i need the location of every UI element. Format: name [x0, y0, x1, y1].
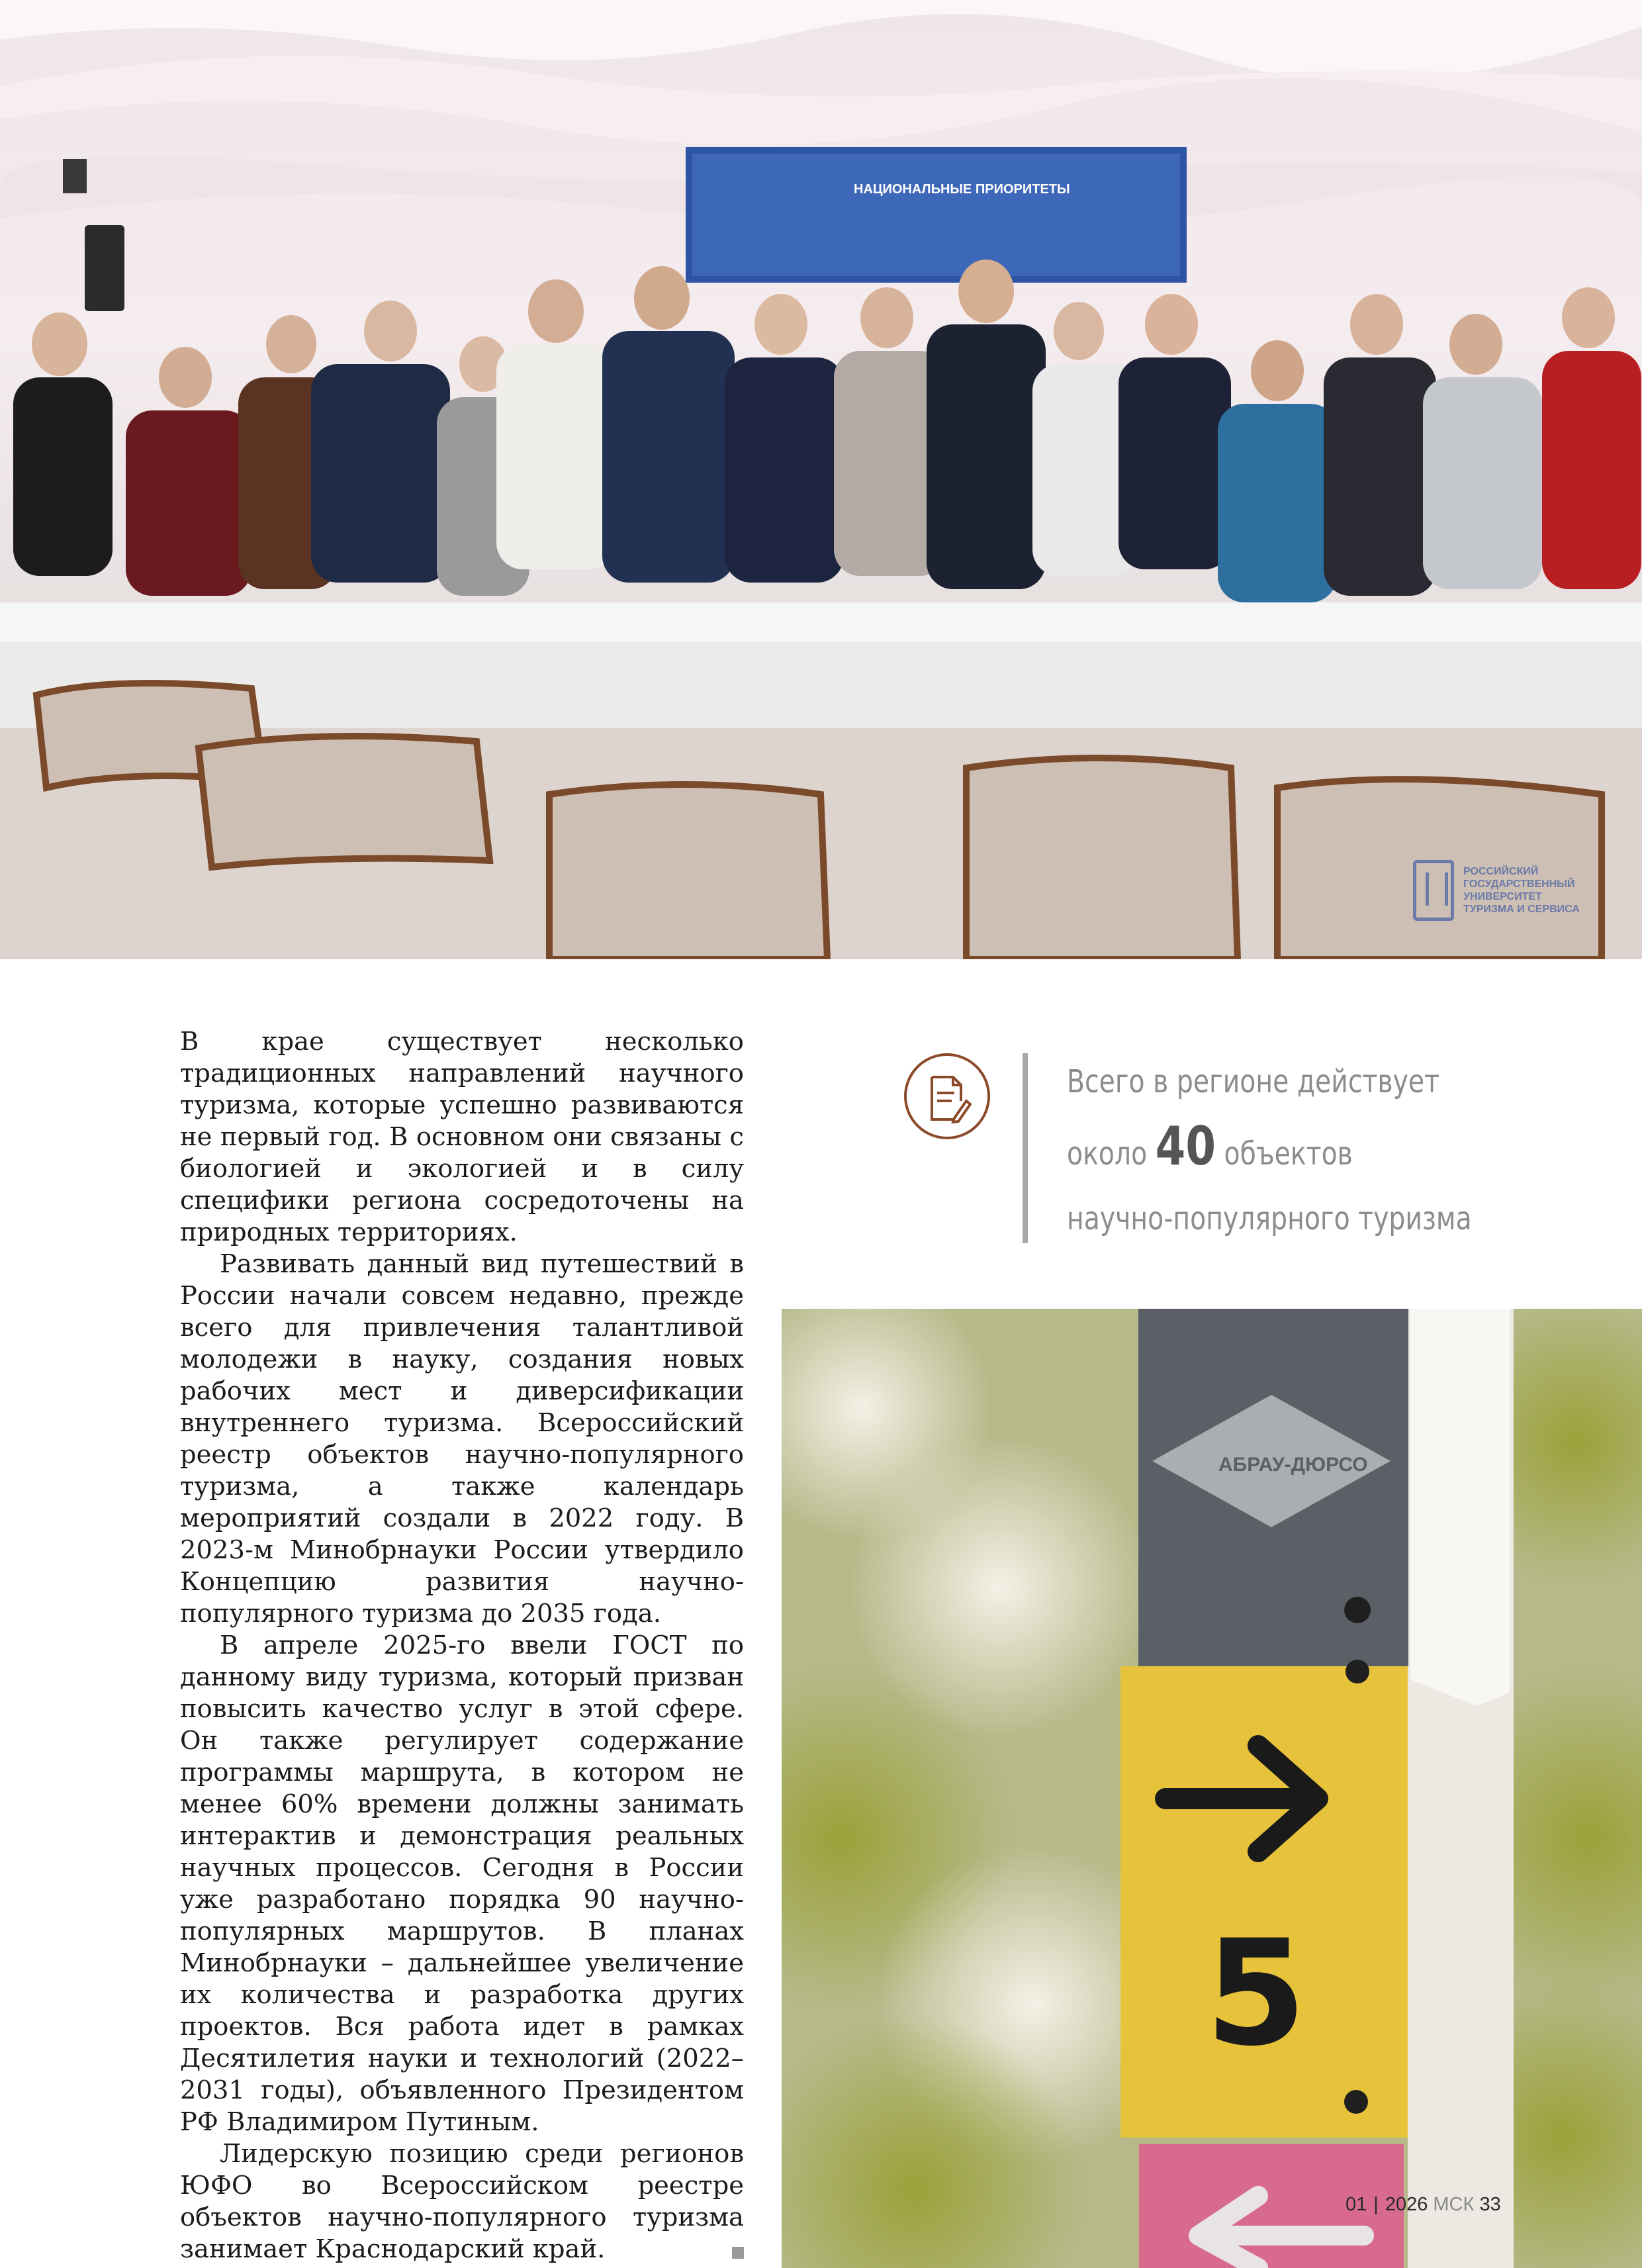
- article-paragraph: В апреле 2025-го ввели ГОСТ по данному виду туризма, который призван повысить качество услуг в этой сфере. Он также регулирует содержание программы маршрута, в котором не менее 60% времени должны занимать интерактив и демонстрация реальных научных процессов. Сегодня в России уже разработано порядка 90 научно-популярных маршрутов. В планах Минобрнауки – дальнейшее увеличение их количества и разработка других проектов. Вся работа идет в рамках Десятилетия науки и технологий (2022–2031 годы), объявленного Президентом РФ Владимиром Путиным.: [180, 1630, 744, 2137]
- article-body: [180, 1026, 744, 2265]
- trail-marker-illustration: [782, 1309, 1642, 2268]
- magazine-name: МСК: [1433, 2194, 1475, 2215]
- marker-number: 5: [1205, 1909, 1307, 2078]
- callout-divider: [1023, 1053, 1028, 1243]
- footer-separator: |: [1373, 2194, 1379, 2215]
- university-logo-text: РОССИЙСКИЙ ГОСУДАРСТВЕННЫЙ УНИВЕРСИТЕТ ТУРИЗМА И СЕРВИСА: [1463, 866, 1580, 915]
- end-mark-icon: [732, 2247, 744, 2259]
- callout-line-2: [1067, 1114, 1414, 1186]
- callout-line-3: научно-популярного туризма: [1067, 1200, 1472, 1237]
- group-photo-illustration: [0, 0, 1642, 959]
- callout-number: 40: [1155, 1115, 1216, 1177]
- page-footer: [1346, 2194, 1501, 2220]
- issue-number: 01: [1346, 2194, 1367, 2215]
- university-logo: [1413, 857, 1605, 923]
- callout-line-1: Всего в регионе действует: [1067, 1063, 1440, 1100]
- callout-prefix: около: [1067, 1135, 1156, 1172]
- article-paragraph: Развивать данный вид путешествий в России начали совсем недавно, прежде всего для привлечения талантливой молодежи в науку, создания новых рабочих мест и диверсификации внутреннего туризма. Всероссийский реестр объектов научно-популярного туризма, а также календарь мероприятий создали в 2022 году. В 2023-м Минобрнауки России утвердило Концепцию развития научно-популярного туризма до 2035 года.: [180, 1249, 744, 1629]
- screen-text: НАЦИОНАЛЬНЫЕ ПРИОРИТЕТЫ: [854, 182, 1070, 197]
- university-logo-mark: [1413, 860, 1454, 921]
- article-paragraph: В крае существует несколько традиционных направлений научного туризма, которые успешно развиваются не первый год. В основном они связаны с биологией и экологией и в силу специфики региона сосредоточены на природных территориях.: [180, 1027, 744, 1247]
- document-pen-icon: [904, 1053, 990, 1139]
- callout-text: [1067, 1049, 1472, 1251]
- top-photo: [0, 0, 1642, 959]
- sign-label: АБРАУ-ДЮРСО: [1218, 1454, 1368, 1476]
- issue-year: 2026: [1385, 2194, 1428, 2215]
- article-paragraph-text: Лидерскую позицию среди регионов ЮФО во Всероссийском реестре объектов научно-популярного туризма занимает Краснодарский край.: [180, 2139, 744, 2264]
- trail-marker-photo: [782, 1309, 1642, 2268]
- callout-suffix: объектов: [1215, 1135, 1353, 1172]
- page-number: 33: [1479, 2194, 1501, 2215]
- article-paragraph-last: [180, 2138, 744, 2265]
